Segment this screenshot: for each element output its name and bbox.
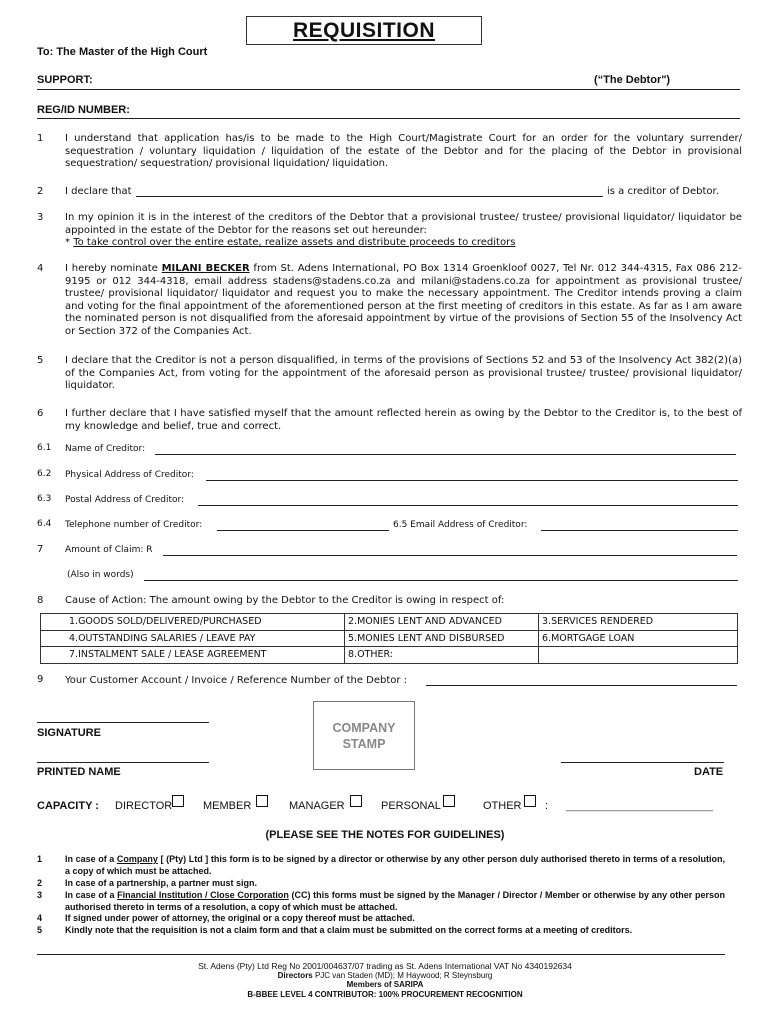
amount-words-label: (Also in words)	[67, 570, 134, 580]
capacity-manager-label: MANAGER	[289, 800, 345, 812]
item-number: 6.2	[37, 469, 52, 479]
table-cell[interactable]: 8.OTHER:	[345, 647, 539, 664]
stamp-text: COMPANY	[332, 720, 396, 735]
physical-address-label: Physical Address of Creditor:	[65, 470, 194, 480]
title-box	[246, 16, 482, 45]
note-number: 2	[37, 878, 43, 888]
footer-directors: PJC van Staden (MD); M Haywood; R Steynsburg	[312, 971, 493, 980]
item-number: 2	[37, 186, 44, 197]
paragraph-3	[65, 212, 742, 250]
capacity-other-field[interactable]: ________________________	[566, 800, 713, 812]
email-field[interactable]	[541, 530, 738, 531]
item-number: 6.4	[37, 519, 52, 529]
capacity-label: CAPACITY :	[37, 800, 99, 812]
postal-address-field[interactable]	[198, 505, 738, 506]
capacity-director-label: DIRECTOR	[115, 800, 173, 812]
paragraph-3-text: In my opinion it is in the interest of the creditors of the Debtor that a provisional trustee/ trustee/ provisional liquidator/ liquidator be appointed in the estate of the Debtor for the reasons set out hereunder:	[65, 212, 742, 236]
footer-bbbee-line: B-BBEE LEVEL 4 CONTRIBUTOR: 100% PROCUREMENT RECOGNITION	[247, 990, 523, 999]
stamp-text: STAMP	[342, 736, 386, 751]
note-number: 1	[37, 854, 43, 864]
cause-of-action-table	[40, 613, 738, 664]
personal-checkbox[interactable]	[443, 795, 455, 807]
manager-checkbox[interactable]	[350, 795, 362, 807]
member-checkbox[interactable]	[256, 795, 268, 807]
note-number: 4	[37, 913, 43, 923]
other-checkbox[interactable]	[524, 795, 536, 807]
paragraph-4-prefix: I hereby nominate	[65, 263, 162, 274]
note-1-text: [ (Pty) Ltd ] this form is to be signed by a director or otherwise by any other person duly authorised thereto in terms of a resolution, a copy of which must be attached.	[65, 854, 726, 876]
note-number: 3	[37, 890, 43, 900]
table-cell[interactable]: 5.MONIES LENT AND DISBURSED	[345, 630, 539, 647]
note-3-prefix: In case of a	[65, 890, 118, 900]
telephone-field[interactable]	[217, 530, 389, 531]
paragraph-1: I understand that application has/is to be made to the High Court/Magistrate Court for an order for the voluntary surrender/ sequestration / voluntary liquidation / liquidation of the estate of the Debtor and for the placing of the Debtor in provisional sequestration/ sequestration/ provisional liquidation/ liquidation.	[65, 133, 742, 169]
capacity-member-label: MEMBER	[203, 800, 252, 812]
table-cell[interactable]: 6.MORTGAGE LOAN	[539, 630, 738, 647]
reference-field[interactable]	[426, 685, 737, 686]
creditor-name-field[interactable]	[155, 454, 736, 455]
table-row	[41, 647, 738, 664]
footer-members-line: Members of SARIPA	[346, 980, 424, 989]
telephone-label: Telephone number of Creditor:	[65, 520, 203, 530]
signature-line[interactable]	[37, 722, 209, 723]
support-line[interactable]	[37, 89, 740, 90]
company-stamp-box	[313, 701, 415, 770]
table-cell[interactable]: 3.SERVICES RENDERED	[539, 614, 738, 631]
note-2: In case of a partnership, a partner must sign.	[65, 878, 258, 888]
item-number: 6.3	[37, 494, 52, 504]
page-title: REQUISITION	[292, 18, 435, 42]
table-row	[41, 614, 738, 631]
capacity-other-label: OTHER	[483, 800, 522, 812]
table-cell[interactable]: 4.OUTSTANDING SALARIES / LEAVE PAY	[41, 630, 345, 647]
amount-field[interactable]	[163, 555, 737, 556]
email-label: 6.5 Email Address of Creditor:	[393, 520, 528, 530]
creditor-name-line[interactable]	[136, 196, 603, 197]
amount-words-field[interactable]	[144, 580, 738, 581]
footer-directors-line	[0, 971, 770, 980]
note-1	[65, 854, 725, 877]
note-5: Kindly note that the requisition is not a claim form and that a claim must be submitted on the correct forms at a meeting of creditors.	[65, 925, 633, 935]
physical-address-field[interactable]	[206, 480, 738, 481]
asterisk: *	[65, 237, 74, 248]
postal-address-label: Postal Address of Creditor:	[65, 495, 185, 505]
table-cell[interactable]: 1.GOODS SOLD/DELIVERED/PURCHASED	[41, 614, 345, 631]
paragraph-2-suffix: is a creditor of Debtor.	[607, 186, 719, 197]
date-label: DATE	[694, 766, 724, 778]
item-number: 6.1	[37, 443, 52, 453]
the-debtor-label: (“The Debtor")	[594, 74, 671, 86]
capacity-other-colon: :	[545, 800, 549, 812]
reg-id-line[interactable]	[37, 118, 740, 119]
note-1-company: Company	[116, 854, 158, 864]
paragraph-4-text: from St. Adens International, PO Box 1314 Groenkloof 0027, Tel Nr. 012 344-4315, Fax 086 212-9195 or 012 344-4318, email address stadens@stadens.co.za and milani@stadens.co.za for appointment as provisional trustee/ trustee/ provisional liquidator/ liquidator and request you to make the necessary appointment. The Creditor intends proving a claim and voting for the final appointment of the aforementioned person at the first meeting of creditors in this estate. As far as I am aware the nominated person is not disqualified from the aforesaid appointment by virtue of the provisions of Section 55 of the Insolvency Act or Section 372 of the Companies Act.	[65, 263, 742, 337]
paragraph-8: Cause of Action: The amount owing by the Debtor to the Creditor is owing in respect of:	[65, 595, 505, 606]
item-number: 7	[37, 544, 44, 555]
date-line[interactable]	[561, 762, 724, 763]
footer-divider	[37, 954, 725, 955]
table-cell[interactable]	[539, 647, 738, 664]
nominee-name: MILANI BECKER	[161, 263, 250, 274]
reference-label: Your Customer Account / Invoice / Reference Number of the Debtor :	[65, 675, 408, 686]
table-row	[41, 630, 738, 647]
item-number: 5	[37, 355, 44, 366]
notes-heading: (PLEASE SEE THE NOTES FOR GUIDELINES)	[265, 829, 505, 841]
table-cell[interactable]: 7.INSTALMENT SALE / LEASE AGREEMENT	[41, 647, 345, 664]
paragraph-5: I declare that the Creditor is not a person disqualified, in terms of the provisions of Sections 52 and 53 of the Insolvency Act 382(2)(a) of the Companies Act, from voting for the appointment of the aforesaid person as provisional trustee/ trustee/ provisional liquidator/ liquidator.	[65, 355, 742, 391]
note-3-cc: Financial Institution / Close Corporation	[117, 890, 289, 900]
reg-id-label: REG/ID NUMBER:	[37, 104, 130, 116]
item-number: 4	[37, 263, 44, 274]
director-checkbox[interactable]	[172, 795, 184, 807]
printed-name-label: PRINTED NAME	[37, 766, 121, 778]
item-number: 6	[37, 408, 44, 419]
paragraph-2-prefix: I declare that	[65, 186, 132, 197]
item-number: 1	[37, 133, 44, 144]
creditor-name-label: Name of Creditor:	[65, 444, 146, 454]
table-cell[interactable]: 2.MONIES LENT AND ADVANCED	[345, 614, 539, 631]
signature-label: SIGNATURE	[37, 727, 101, 739]
footer-directors-label: Directors	[277, 971, 313, 980]
support-label: SUPPORT:	[37, 74, 93, 86]
amount-label: Amount of Claim: R	[65, 545, 153, 555]
capacity-personal-label: PERSONAL	[381, 800, 441, 812]
item-number: 8	[37, 595, 44, 606]
note-3	[65, 890, 725, 913]
appointment-reason: To take control over the entire estate, realize assets and distribute proceeds to creditors	[73, 237, 516, 248]
paragraph-4	[65, 263, 742, 338]
item-number: 9	[37, 674, 44, 685]
note-4: If signed under power of attorney, the original or a copy thereof must be attached.	[65, 913, 415, 923]
note-number: 5	[37, 925, 43, 935]
footer-company-line: St. Adens (Pty) Ltd Reg No 2001/004637/07 trading as St. Adens International VAT No 4340192634	[198, 961, 572, 971]
note-3-text: (CC) this forms must be signed by the Manager / Director / Member or otherwise by any other person authorised thereto in terms of a resolution, a copy of which must be attached.	[65, 890, 725, 912]
paragraph-6: I further declare that I have satisfied myself that the amount reflected herein as owing by the Debtor to the Creditor is, to the best of my knowledge and belief, true and correct.	[65, 408, 742, 432]
addressee: To: The Master of the High Court	[37, 46, 208, 58]
note-1-prefix: In case of a	[65, 854, 117, 864]
item-number: 3	[37, 212, 44, 223]
printed-name-line[interactable]	[37, 762, 209, 763]
